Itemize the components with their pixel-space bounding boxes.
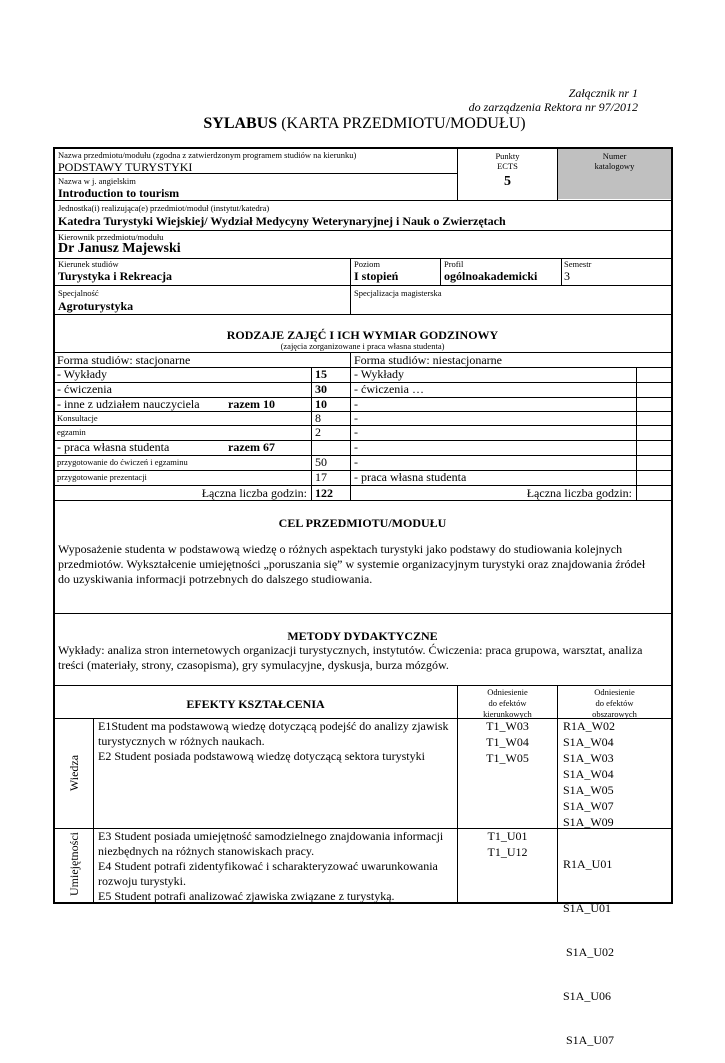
semester-label: Semestr: [564, 259, 592, 269]
knowledge-field-refs: [458, 719, 557, 767]
knowledge-field-ref: T1_W03: [486, 719, 529, 733]
hours-row-divider: [54, 455, 671, 456]
hours-row-label: przygotowanie prezentacji: [57, 472, 147, 482]
methods-text: Wykłady: analiza stron internetowych organizacji turystycznych, instytutów. Ćwiczenia: praca grupowa, warsztat, analiza treści (materiały, strony, czasopisma), gry symulacyjne, dyskusja, burza mózgów.: [58, 643, 643, 672]
skills-area-refs: [563, 829, 614, 1063]
skills-text: [98, 829, 454, 904]
knowledge-area-ref: S1A_W04: [563, 767, 614, 781]
nonstationary-header: Forma studiów: niestacjonarne: [354, 353, 502, 367]
catalog-label-2: katalogowy: [594, 161, 635, 171]
effect-e2: E2 Student posiada podstawową wiedzę dotyczącą sektora turystyki: [98, 749, 425, 763]
hours-row-label: - Wykłady: [57, 367, 108, 381]
methods-title: METODY DYDAKTYCZNE: [287, 629, 438, 643]
hours-row-value: 50: [315, 455, 327, 469]
hours-row-value: 15: [315, 367, 327, 381]
hours-row-ns-label: - ćwiczenia …: [354, 382, 424, 396]
english-label: Nazwa w j. angielskim: [58, 176, 136, 186]
unit-value: Katedra Turystyki Wiejskiej/ Wydział Medycyny Weterynaryjnej i Nauk o Zwierzętach: [58, 214, 506, 228]
hours-row-ns-label: -: [354, 425, 358, 439]
total-label: Łączna liczba godzin:: [201, 486, 307, 500]
skills-field-refs: [458, 829, 557, 861]
effects-title: EFEKTY KSZTAŁCENIA: [186, 697, 325, 711]
hours-row-divider: [54, 397, 671, 398]
profile-label: Profil: [444, 259, 464, 269]
knowledge-area-ref: S1A_W05: [563, 783, 614, 797]
ref-area-label-2: do efektów: [595, 698, 634, 708]
hours-row-extra: razem 10: [228, 397, 275, 411]
hours-row-value: 8: [315, 411, 321, 425]
knowledge-area-ref: S1A_W09: [563, 815, 614, 829]
field-label: Kierunek studiów: [58, 259, 119, 269]
hours-row-value: 2: [315, 425, 321, 439]
hours-row-divider: [54, 411, 671, 412]
skills-area-ref: R1A_U01: [563, 857, 613, 871]
hours-row-label: - inne z udziałem nauczyciela: [57, 397, 200, 411]
hours-row-ns-label: -: [354, 397, 358, 411]
effect-e3: E3 Student posiada umiejętność samodzielnego znajdowania informacji niezbędnych na różnych stanowiskach pracy.: [98, 829, 444, 858]
effect-e4: E4 Student potrafi zidentyfikować i scharakteryzować uwarunkowania rozwoju turystyki.: [98, 859, 438, 888]
hours-subtitle: (zajęcia zorganizowane i praca własna studenta): [280, 341, 445, 351]
decree-label: do zarządzenia Rektora nr 97/2012: [468, 100, 638, 114]
skills-area-ref: S1A_U06: [563, 989, 612, 1003]
skills-area-ref: S1A_U01: [563, 901, 612, 915]
hours-row-divider: [54, 382, 671, 383]
level-label: Poziom: [354, 259, 380, 269]
hours-row-label: egzamin: [57, 427, 86, 437]
semester-value: 3: [564, 269, 570, 283]
level-value: I stopień: [354, 269, 399, 283]
hours-row-label: przygotowanie do ćwiczeń i egzaminu: [57, 457, 188, 467]
profile-value: ogólnoakademicki: [444, 269, 538, 283]
unit-label: Jednostka(i) realizująca(e) przedmiot/moduł (instytut/katedra): [58, 203, 270, 213]
knowledge-area-ref: S1A_W04: [563, 735, 614, 749]
name-label: Nazwa przedmiotu/modułu (zgodna z zatwierdzonym programem studiów na kierunku): [58, 150, 357, 160]
ref-field-label-3: kierunkowych: [483, 709, 532, 719]
hours-row-value: 30: [315, 382, 327, 396]
total-value: 122: [315, 486, 333, 500]
skills-field-ref: T1_U12: [487, 845, 528, 859]
field-value: Turystyka i Rekreacja: [58, 269, 172, 283]
hours-row-divider: [54, 470, 671, 471]
hours-row-ns-label: -: [354, 411, 358, 425]
hours-row-ns-label: - Wykłady: [354, 367, 405, 381]
catalog-label-1: Numer: [602, 151, 627, 161]
hours-row-label: - ćwiczenia: [57, 382, 112, 396]
knowledge-field-ref: T1_W04: [486, 735, 529, 749]
knowledge-area-ref: S1A_W07: [563, 799, 614, 813]
goal-text: Wyposażenie studenta w podstawową wiedzę o różnych aspektach turystyki jako podstawy do studiowania kolejnych przedmiotów. Wykształcenie umiejętności „poruszania się” w systemie organizacyjnym turystyki oraz znajdowania źródeł do uzyskiwania informacji potrzebnych do dalszego studiowania.: [58, 542, 646, 586]
hours-row-value: 10: [315, 397, 327, 411]
document-title: [56, 115, 673, 133]
ns-total-label: Łączna liczba godzin:: [526, 486, 632, 500]
hours-row-ns-label: - praca własna studenta: [354, 470, 467, 484]
master-spec-label: Specjalizacja magisterska: [354, 288, 442, 298]
hours-title: RODZAJE ZAJĘĆ I ICH WYMIAR GODZINOWY: [226, 328, 499, 342]
hours-row-value: 17: [315, 470, 327, 484]
stationary-header: Forma studiów: stacjonarne: [57, 353, 191, 367]
hours-row-divider: [54, 440, 671, 441]
ects-label-1: Punkty: [495, 151, 520, 161]
hours-row-ns-label: -: [354, 455, 358, 469]
effect-e5: E5 Student potrafi analizować zjawiska związane z turystyką.: [98, 889, 395, 903]
hours-row-label: - praca własna studenta: [57, 440, 170, 454]
hours-row-label: Konsultacje: [57, 413, 98, 423]
hours-row-extra: razem 67: [228, 440, 275, 454]
annex-label: Załącznik nr 1: [568, 86, 638, 100]
knowledge-area-refs: [563, 719, 615, 831]
title-bold: SYLABUS: [203, 115, 278, 132]
skills-area-ref: S1A_U02: [563, 945, 615, 959]
ects-value: 5: [504, 174, 511, 189]
ref-area-label-1: Odniesienie: [594, 687, 635, 697]
ects-label-2: ECTS: [497, 161, 518, 171]
knowledge-text: [98, 719, 450, 764]
ref-field-label-1: Odniesienie: [487, 687, 528, 697]
knowledge-area-ref: R1A_W02: [563, 719, 615, 733]
head-value: Dr Janusz Majewski: [58, 241, 181, 256]
title-rest: (KARTA PRZEDMIOTU/MODUŁU): [277, 115, 526, 132]
knowledge-area-ref: S1A_W03: [563, 751, 614, 765]
ref-area-label-3: obszarowych: [592, 709, 637, 719]
skills-field-ref: T1_U01: [487, 829, 528, 843]
english-name: Introduction to tourism: [58, 186, 180, 200]
knowledge-field-ref: T1_W05: [486, 751, 529, 765]
goal-title: CEL PRZEDMIOTU/MODUŁU: [278, 516, 447, 530]
spec-value: Agroturystyka: [58, 299, 134, 313]
module-name: PODSTAWY TURYSTYKI: [58, 160, 193, 174]
hours-row-divider: [54, 425, 671, 426]
knowledge-label: Wiedza: [67, 754, 81, 792]
ref-field-label-2: do efektów: [488, 698, 527, 708]
skills-label: Umiejętności: [67, 832, 81, 896]
head-label: Kierownik przedmiotu/modułu: [58, 232, 164, 242]
effect-e1: E1Student ma podstawową wiedzę dotyczącą podejść do analizy zjawisk turystycznych w różnych naukach.: [98, 719, 449, 748]
skills-area-ref: S1A_U07: [563, 1033, 615, 1047]
spec-label: Specjalność: [58, 288, 99, 298]
hours-row-ns-label: -: [354, 440, 358, 454]
